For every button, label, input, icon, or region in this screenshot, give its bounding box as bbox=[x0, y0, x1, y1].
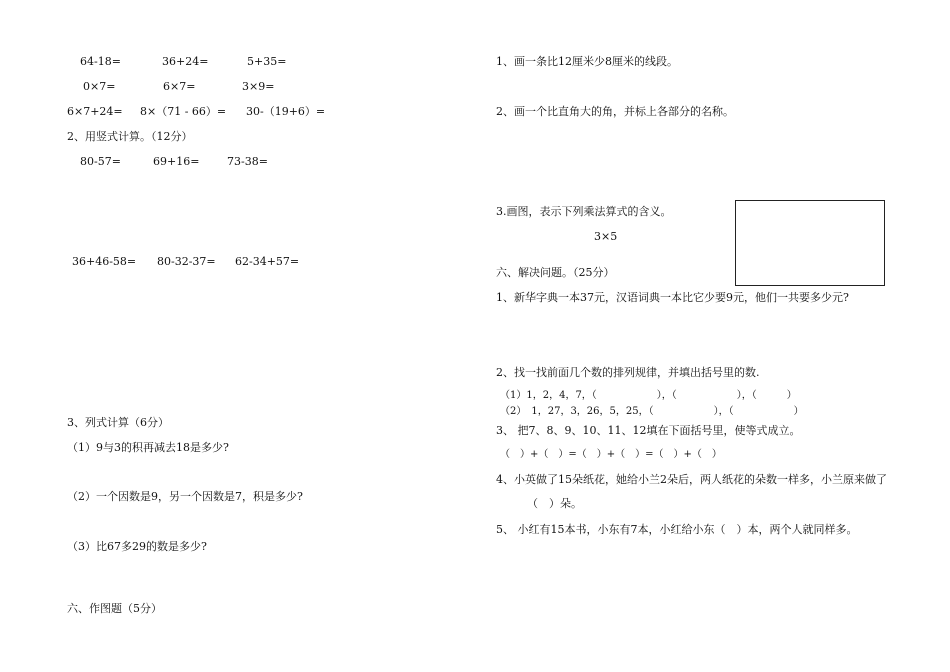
problem-5: 5、 小红有15本书，小东有7本，小红给小东（ ）本，两个人就同样多。 bbox=[496, 523, 858, 536]
vertical-item-2-3: 62-34+57= bbox=[235, 255, 300, 268]
word-question-1: （1）9与3的积再减去18是多少? bbox=[67, 441, 229, 454]
vertical-item-2-2: 80-32-37= bbox=[157, 255, 216, 268]
problem-4-line-2: （ ）朵。 bbox=[527, 497, 582, 510]
drawing-task-2: 2、画一个比直角大的角，并标上各部分的名称。 bbox=[496, 105, 734, 118]
vertical-item-1-3: 73-38= bbox=[227, 155, 268, 168]
problem-1: 1、新华字典一本37元，汉语词典一本比它少要9元，他们一共要多少元? bbox=[496, 291, 849, 304]
oral-item-2-3: 3×9= bbox=[242, 80, 275, 93]
problem-3: 3、 把7、8、9、10、11、12填在下面括号里，使等式成立。 bbox=[496, 424, 801, 437]
vertical-item-1-1: 80-57= bbox=[80, 155, 121, 168]
oral-item-1-1: 64-18= bbox=[80, 55, 121, 68]
word-question-2: （2）一个因数是9，另一个因数是7，积是多少? bbox=[67, 490, 303, 503]
oral-item-1-2: 36+24= bbox=[162, 55, 209, 68]
section-6-drawing-title: 六、作图题（5分） bbox=[67, 602, 162, 615]
drawing-answer-box[interactable] bbox=[735, 200, 885, 286]
vertical-item-2-1: 36+46-58= bbox=[72, 255, 137, 268]
equation-blanks: （ ）+（ ）=（ ）+（ ）=（ ）+（ ） bbox=[500, 449, 722, 460]
section-6-problems-title: 六、解决问题。（25分） bbox=[496, 266, 615, 279]
oral-item-3-3: 30-（19+6）= bbox=[246, 105, 326, 118]
problem-2: 2、找一找前面几个数的排列规律，并填出括号里的数. bbox=[496, 366, 760, 379]
sequence-1: （1）1，2，4，7，（ ），（ ），（ ） bbox=[500, 390, 797, 401]
oral-item-2-2: 6×7= bbox=[163, 80, 196, 93]
section-2-title: 2、用竖式计算。（12分） bbox=[67, 130, 193, 143]
oral-item-2-1: 0×7= bbox=[83, 80, 116, 93]
oral-item-3-1: 6×7+24= bbox=[67, 105, 123, 118]
drawing-task-1: 1、画一条比12厘米少8厘米的线段。 bbox=[496, 55, 678, 68]
sequence-2: （2） 1，27，3，26，5，25，（ ），（ ） bbox=[500, 406, 804, 417]
oral-item-1-3: 5+35= bbox=[247, 55, 287, 68]
multiplication-expression: 3×5 bbox=[594, 230, 618, 243]
word-question-3: （3）比67多29的数是多少? bbox=[67, 540, 207, 553]
section-3-title: 3、列式计算（6分） bbox=[67, 416, 169, 429]
drawing-task-3: 3.画图，表示下列乘法算式的含义。 bbox=[496, 205, 672, 218]
oral-item-3-2: 8×（71 - 66）= bbox=[140, 105, 227, 118]
vertical-item-1-2: 69+16= bbox=[153, 155, 200, 168]
problem-4-line-1: 4、小英做了15朵纸花，她给小兰2朵后，两人纸花的朵数一样多，小兰原来做了 bbox=[496, 473, 887, 486]
